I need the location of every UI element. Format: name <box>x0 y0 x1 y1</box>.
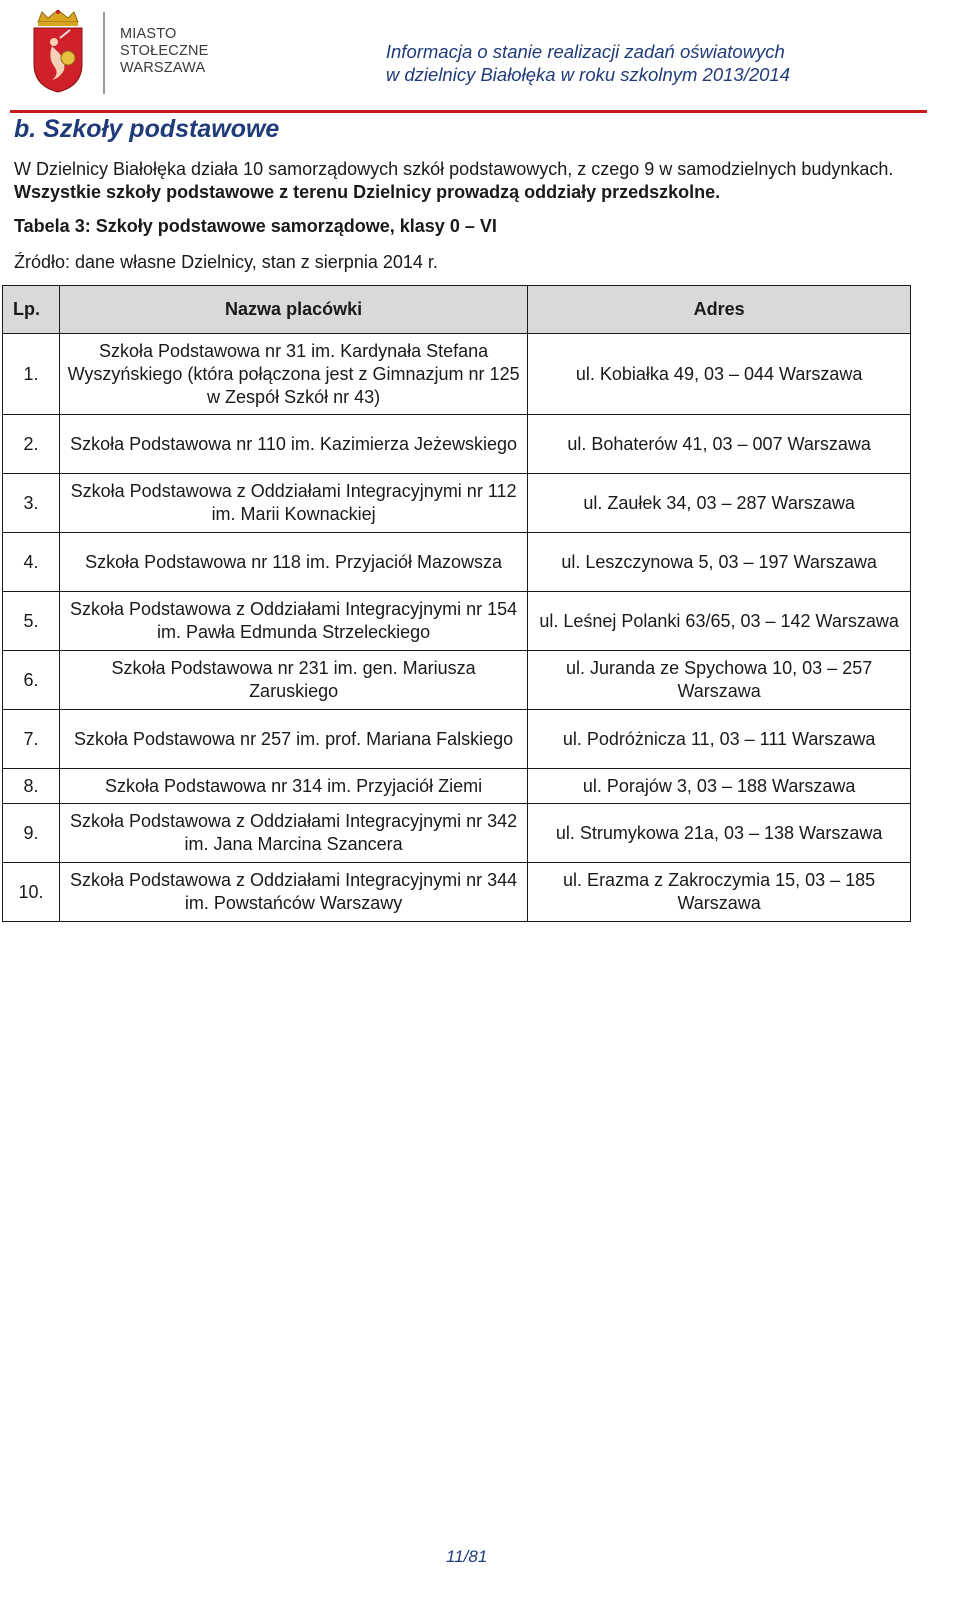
cell-name: Szkoła Podstawowa z Oddziałami Integracyjnymi nr 112 im. Marii Kownackiej <box>59 474 527 533</box>
cell-name: Szkoła Podstawowa z Oddziałami Integracyjnymi nr 344 im. Powstańców Warszawy <box>59 863 527 922</box>
cell-address: ul. Bohaterów 41, 03 – 007 Warszawa <box>528 415 911 474</box>
table-row <box>3 533 911 592</box>
table-row <box>3 769 911 804</box>
intro-bold-text: Wszystkie szkoły podstawowe z terenu Dzielnicy prowadzą oddziały przedszkolne. <box>14 182 721 202</box>
page-number: 11/81 <box>446 1547 488 1566</box>
logo-line-1: MIASTO <box>120 26 177 42</box>
intro-paragraph <box>14 158 929 204</box>
cell-name: Szkoła Podstawowa nr 257 im. prof. Mariana Falskiego <box>59 710 527 769</box>
cell-lp: 5. <box>3 592 60 651</box>
cell-address: ul. Erazma z Zakroczymia 15, 03 – 185 Warszawa <box>528 863 911 922</box>
section-title: b. Szkoły podstawowe <box>14 115 280 143</box>
table-row <box>3 804 911 863</box>
city-logo-text <box>120 26 209 77</box>
table-source: Źródło: dane własne Dzielnicy, stan z sierpnia 2014 r. <box>14 252 438 272</box>
logo-line-2: STOŁECZNE <box>120 43 209 59</box>
table-row <box>3 710 911 769</box>
cell-address: ul. Porajów 3, 03 – 188 Warszawa <box>528 769 911 804</box>
schools-table <box>2 285 911 922</box>
cell-name: Szkoła Podstawowa nr 31 im. Kardynała Stefana Wyszyńskiego (która połączona jest z Gimnazjum nr 125 w Zespół Szkół nr 43) <box>59 334 527 415</box>
table-row <box>3 651 911 710</box>
cell-lp: 4. <box>3 533 60 592</box>
cell-lp: 10. <box>3 863 60 922</box>
cell-address: ul. Kobiałka 49, 03 – 044 Warszawa <box>528 334 911 415</box>
warsaw-crest-icon <box>30 8 86 94</box>
cell-name: Szkoła Podstawowa nr 231 im. gen. Mariusza Zaruskiego <box>59 651 527 710</box>
cell-address: ul. Zaułek 34, 03 – 287 Warszawa <box>528 474 911 533</box>
cell-lp: 3. <box>3 474 60 533</box>
logo-line-3: WARSZAWA <box>120 60 206 76</box>
cell-lp: 2. <box>3 415 60 474</box>
header-address: Adres <box>528 286 911 334</box>
document-title <box>386 40 790 86</box>
cell-address: ul. Juranda ze Spychowa 10, 03 – 257 Warszawa <box>528 651 911 710</box>
cell-name: Szkoła Podstawowa z Oddziałami Integracyjnymi nr 342 im. Jana Marcina Szancera <box>59 804 527 863</box>
cell-name: Szkoła Podstawowa nr 118 im. Przyjaciół Mazowsza <box>59 533 527 592</box>
header-name: Nazwa placówki <box>59 286 527 334</box>
cell-address: ul. Leszczynowa 5, 03 – 197 Warszawa <box>528 533 911 592</box>
page-header <box>0 0 960 120</box>
logo-divider <box>103 12 105 94</box>
cell-address: ul. Podróżnicza 11, 03 – 111 Warszawa <box>528 710 911 769</box>
header-lp: Lp. <box>3 286 60 334</box>
cell-name: Szkoła Podstawowa nr 110 im. Kazimierza Jeżewskiego <box>59 415 527 474</box>
intro-text: W Dzielnicy Białołęka działa 10 samorządowych szkół podstawowych, z czego 9 w samodzielnych budynkach. <box>14 159 894 179</box>
cell-name: Szkoła Podstawowa nr 314 im. Przyjaciół Ziemi <box>59 769 527 804</box>
cell-address: ul. Leśnej Polanki 63/65, 03 – 142 Warszawa <box>528 592 911 651</box>
header-red-rule <box>10 110 927 113</box>
table-row <box>3 474 911 533</box>
table-caption: Tabela 3: Szkoły podstawowe samorządowe, klasy 0 – VI <box>14 216 497 236</box>
table-row <box>3 592 911 651</box>
cell-lp: 6. <box>3 651 60 710</box>
table-row <box>3 334 911 415</box>
cell-lp: 7. <box>3 710 60 769</box>
table-header-row <box>3 286 911 334</box>
cell-name: Szkoła Podstawowa z Oddziałami Integracyjnymi nr 154 im. Pawła Edmunda Strzeleckiego <box>59 592 527 651</box>
document-title-line-1: Informacja o stanie realizacji zadań oświatowych <box>385 41 785 62</box>
table-row <box>3 863 911 922</box>
cell-lp: 8. <box>3 769 60 804</box>
document-title-line-2: w dzielnicy Białołęka w roku szkolnym 2013/2014 <box>385 64 790 85</box>
cell-lp: 1. <box>3 334 60 415</box>
cell-lp: 9. <box>3 804 60 863</box>
table-row <box>3 415 911 474</box>
cell-address: ul. Strumykowa 21a, 03 – 138 Warszawa <box>528 804 911 863</box>
